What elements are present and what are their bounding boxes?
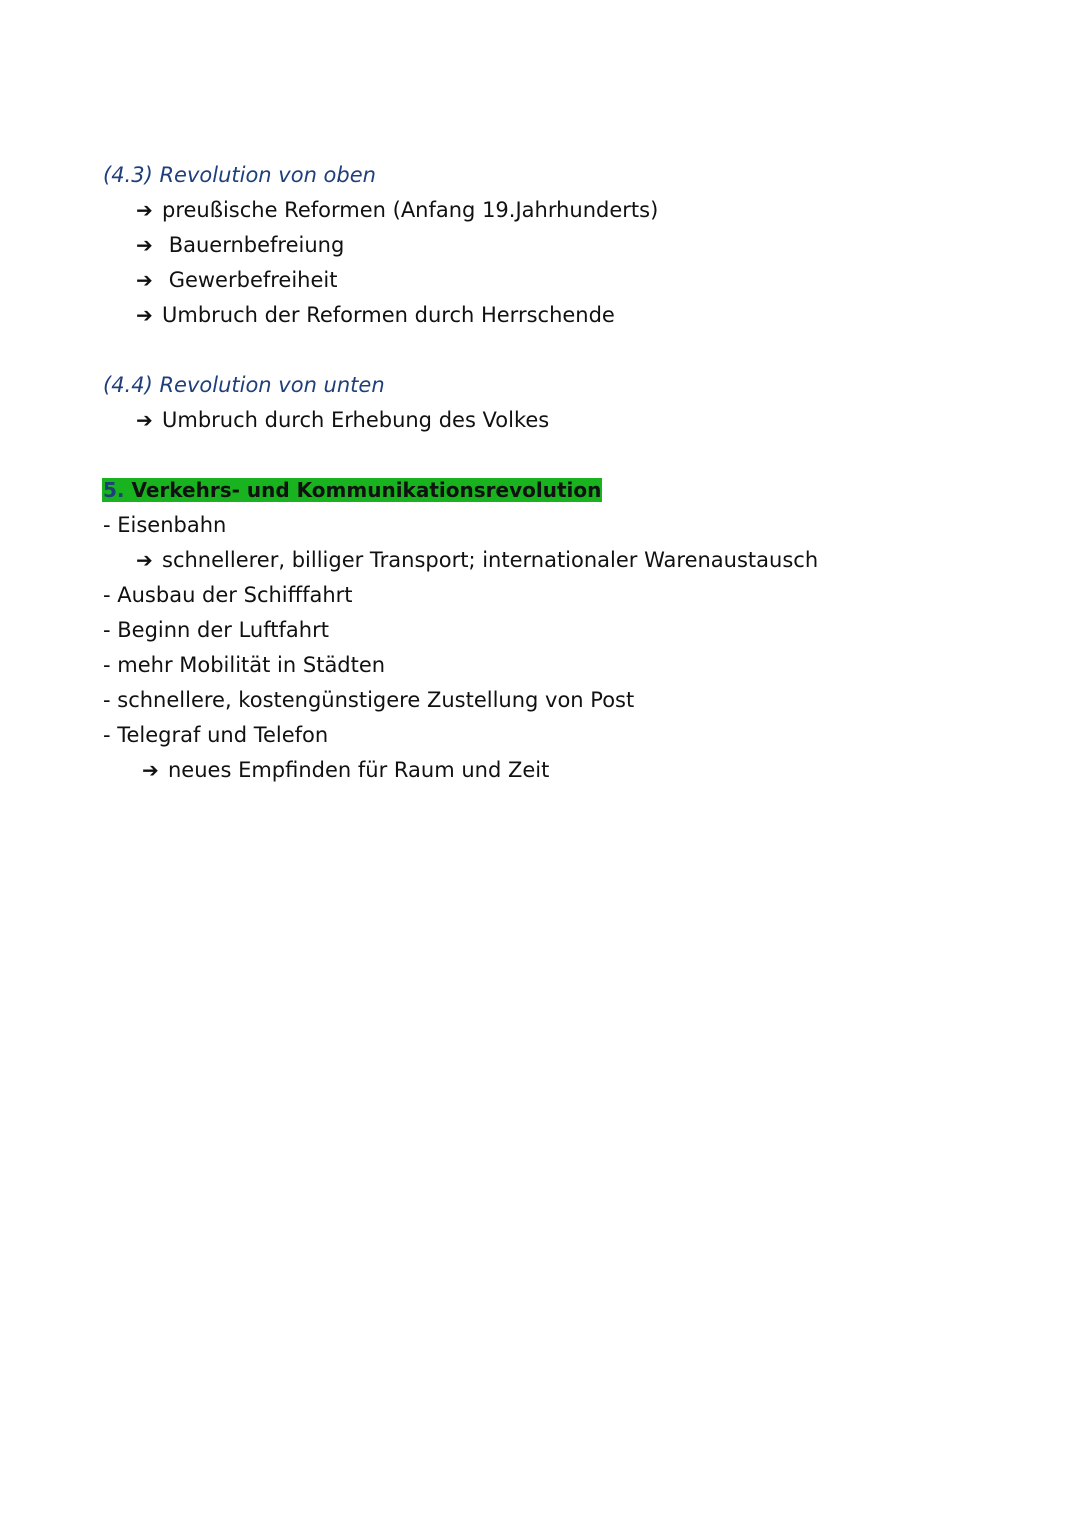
bullet-item: - schnellere, kostengünstigere Zustellung von Post — [103, 688, 635, 712]
arrow-right-icon: ➔ — [136, 268, 153, 292]
arrow-right-icon: ➔ — [136, 303, 153, 327]
bullet-item: - Beginn der Luftfahrt — [103, 618, 329, 642]
section-title-verkehrsrevolution — [102, 476, 602, 504]
arrow-right-icon: ➔ — [136, 198, 153, 222]
bullet-item: - Eisenbahn — [103, 513, 227, 537]
sub-item: ➔ schnellerer, billiger Transport; internationaler Warenaustausch — [136, 548, 819, 572]
heading-revolution-von-oben: (4.3) Revolution von oben — [103, 163, 376, 187]
list-item: ➔ preußische Reformen (Anfang 19.Jahrhunderts) — [136, 198, 659, 222]
arrow-right-icon: ➔ — [142, 758, 159, 782]
arrow-right-icon: ➔ — [136, 233, 153, 257]
bullet-item: - Telegraf und Telefon — [103, 723, 329, 747]
arrow-right-icon: ➔ — [136, 548, 153, 572]
heading-revolution-von-unten: (4.4) Revolution von unten — [103, 373, 385, 397]
bullet-item: - Ausbau der Schifffahrt — [103, 583, 353, 607]
highlighted-title: 5. Verkehrs- und Kommunikationsrevolution — [103, 478, 602, 502]
list-item: ➔ Umbruch der Reformen durch Herrschende — [136, 303, 615, 327]
list-item: ➔ Umbruch durch Erhebung des Volkes — [136, 408, 550, 432]
bullet-item: - mehr Mobilität in Städten — [103, 653, 386, 677]
list-item: ➔ Bauernbefreiung — [136, 233, 345, 257]
sub-item: ➔ neues Empfinden für Raum und Zeit — [142, 758, 550, 782]
list-item: ➔ Gewerbefreiheit — [136, 268, 338, 292]
arrow-right-icon: ➔ — [136, 408, 153, 432]
